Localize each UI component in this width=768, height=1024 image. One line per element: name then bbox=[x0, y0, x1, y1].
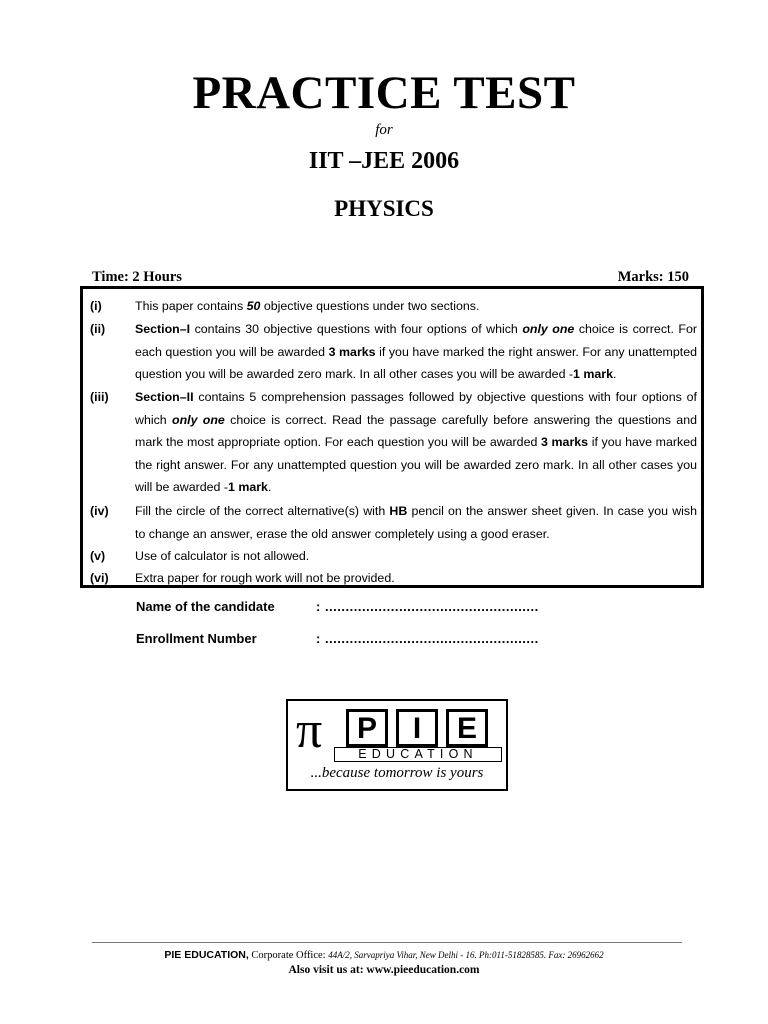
footer-company: PIE EDUCATION, bbox=[164, 949, 249, 961]
exam-name: IIT –JEE 2006 bbox=[308, 148, 460, 174]
footer-address: 44A/2, Sarvapriya Vihar, New Delhi - 16. Ph:011-51828585. Fax: 26962662 bbox=[328, 950, 604, 960]
logo-letter-e: E bbox=[446, 709, 488, 747]
instruction-text: Extra paper for rough work will not be provided. bbox=[135, 571, 395, 585]
footer-divider bbox=[92, 942, 682, 943]
instruction-number: (vi) bbox=[90, 571, 109, 585]
logo-education-word: EDUCATION bbox=[334, 747, 502, 762]
footer-website: Also visit us at: www.pieeducation.com bbox=[288, 964, 480, 976]
logo-letter-p: P bbox=[346, 709, 388, 747]
instruction-text: This paper contains 50 objective questions under two sections. bbox=[135, 299, 480, 313]
logo-letter-i: I bbox=[396, 709, 438, 747]
instructions-box bbox=[80, 286, 704, 588]
instruction-number: (v) bbox=[90, 549, 106, 563]
instruction-text: Section–I contains 30 objective questions with four options of which only one choice is correct. For each question you will be awarded 3 marks if you have marked the right answer. For any unattempted question you will be awarded zero mark. In all other cases you will be awarded -1 mark. bbox=[135, 322, 697, 381]
instruction-text: Fill the circle of the correct alternative(s) with HB pencil on the answer sheet given. In case you wish to change an answer, erase the old answer completely using a good eraser. bbox=[135, 504, 697, 541]
instruction-text: Use of calculator is not allowed. bbox=[135, 549, 310, 563]
instruction-text: Section–II contains 5 comprehension passages followed by objective questions with four options of which only one choice is correct. Read the passage carefully before answering the questions and mark the most appropriate option. For each question you will be awarded 3 marks if you have marked the right answer. For any unattempted question you will be awarded zero mark. In all other cases you will be awarded -1 mark. bbox=[135, 390, 697, 494]
footer-address-line bbox=[0, 949, 768, 961]
candidate-name-field[interactable]: : .................................................... bbox=[316, 599, 539, 614]
candidate-name-label: Name of the candidate bbox=[136, 599, 275, 614]
instruction-number: (i) bbox=[90, 299, 102, 313]
instruction-number: (iv) bbox=[90, 504, 109, 518]
enrollment-number-label: Enrollment Number bbox=[136, 631, 257, 646]
pi-symbol: π bbox=[296, 702, 323, 759]
test-title: PRACTICE TEST bbox=[192, 67, 576, 119]
instruction-number: (ii) bbox=[90, 322, 106, 336]
logo-tagline: ...because tomorrow is yours bbox=[310, 765, 484, 781]
pie-education-logo bbox=[286, 699, 508, 791]
enrollment-number-field[interactable]: : .................................................... bbox=[316, 631, 539, 646]
instruction-number: (iii) bbox=[90, 390, 109, 404]
for-label: for bbox=[375, 122, 393, 138]
footer-corporate-label: Corporate Office: bbox=[248, 950, 329, 961]
time-label: Time: 2 Hours bbox=[92, 269, 182, 285]
subject-name: PHYSICS bbox=[334, 196, 434, 221]
marks-label: Marks: 150 bbox=[617, 269, 689, 285]
